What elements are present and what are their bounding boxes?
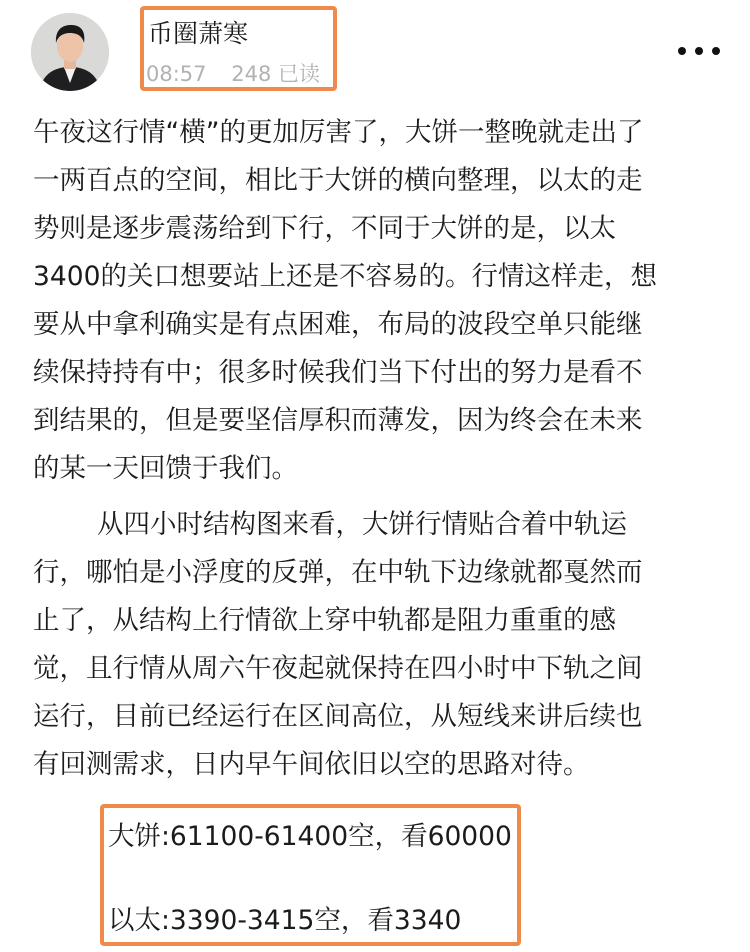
paragraph-line: 的某一天回馈于我们。 bbox=[33, 453, 298, 484]
read-count: 248 已读 bbox=[231, 62, 320, 86]
paragraph-1 bbox=[33, 109, 723, 493]
btc-signal: 大饼:61100-61400空，看60000 bbox=[108, 821, 512, 852]
dot-icon bbox=[712, 47, 720, 55]
paragraph-line: 要从中拿利确实是有点困难，布局的波段空单只能继 bbox=[33, 309, 643, 340]
author-name[interactable]: 币圈萧寒 bbox=[148, 19, 249, 48]
paragraph-line: 有回测需求，日内早午间依旧以空的思路对待。 bbox=[33, 749, 590, 780]
paragraph-line: 续保持持有中；很多时候我们当下付出的努力是看不 bbox=[33, 357, 643, 388]
paragraph-line: 3400的关口想要站上还是不容易的。行情这样走，想 bbox=[33, 261, 657, 292]
paragraph-line: 从四小时结构图来看，大饼行情贴合着中轨运 bbox=[97, 509, 627, 540]
paragraph-line: 觉，且行情从周六午夜起就保持在四小时中下轨之间 bbox=[33, 653, 643, 684]
paragraph-line: 到结果的，但是要坚信厚积而薄发，因为终会在未来 bbox=[33, 405, 643, 436]
avatar[interactable] bbox=[31, 13, 109, 91]
more-options-button[interactable] bbox=[672, 36, 726, 66]
paragraph-line: 一两百点的空间，相比于大饼的横向整理，以太的走 bbox=[33, 165, 643, 196]
paragraph-line: 午夜这行情“横”的更加厉害了，大饼一整晚就走出了 bbox=[33, 117, 644, 148]
post-meta bbox=[146, 58, 320, 88]
dot-icon bbox=[695, 47, 703, 55]
dot-icon bbox=[678, 47, 686, 55]
paragraph-line: 运行，目前已经运行在区间高位，从短线来讲后续也 bbox=[33, 701, 643, 732]
paragraph-line: 势则是逐步震荡给到下行，不同于大饼的是，以太 bbox=[33, 213, 616, 244]
paragraph-line: 止了，从结构上行情欲上穿中轨都是阻力重重的感 bbox=[33, 605, 616, 636]
eth-signal: 以太:3390-3415空，看3340 bbox=[108, 905, 462, 936]
paragraph-2 bbox=[33, 501, 723, 789]
paragraph-line: 行，哪怕是小浮度的反弹，在中轨下边缘就都戛然而 bbox=[33, 557, 643, 588]
post-time: 08:57 bbox=[146, 62, 207, 86]
